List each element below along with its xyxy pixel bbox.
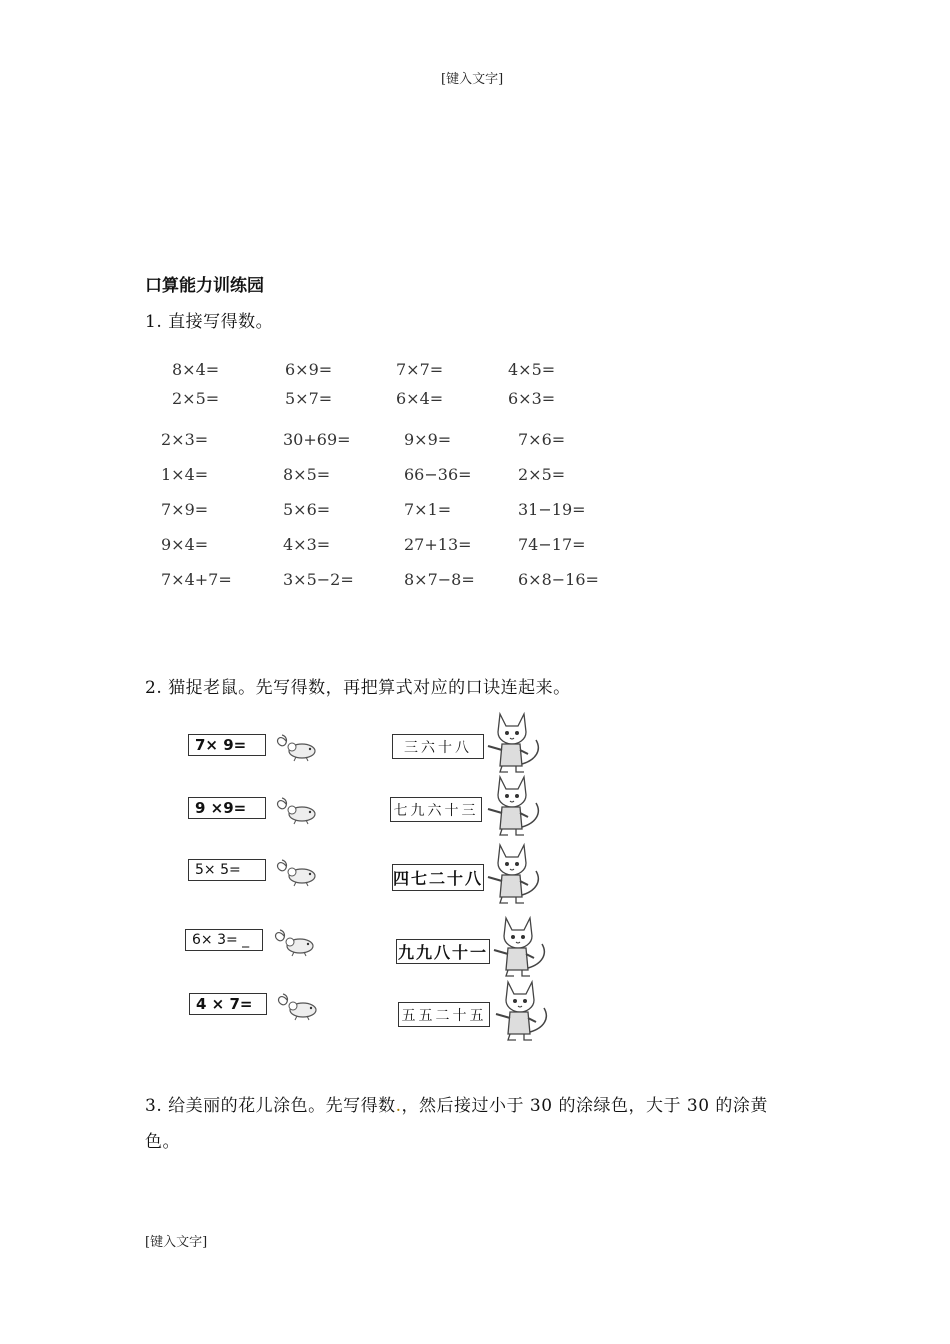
equation: 9×9= <box>404 430 452 449</box>
equation: 9×4= <box>161 535 209 554</box>
cat-icon <box>486 710 548 774</box>
question-1-title: 1. 直接写得数。 <box>145 312 274 332</box>
cat-rhyme-box: 五五二十五 <box>398 1002 490 1027</box>
equation: 2×5= <box>172 389 220 408</box>
equation: 7×9= <box>161 500 209 519</box>
cat-icon <box>486 841 548 905</box>
equation: 2×3= <box>161 430 209 449</box>
equation: 7×4+7= <box>161 570 232 589</box>
mouse-icon <box>270 922 316 958</box>
mouse-equation-box: 9 ×9= <box>188 797 266 819</box>
mouse-icon <box>272 790 318 826</box>
cat-rhyme-box: 三六十八 <box>392 734 484 759</box>
equation: 4×5= <box>508 360 556 379</box>
equation: 6×9= <box>285 360 333 379</box>
equation: 66−36= <box>404 465 472 484</box>
q2-title-part-a: 2. 猫捉 <box>145 678 204 698</box>
page-header: [键入文字] <box>441 72 504 87</box>
equation: 5×6= <box>283 500 331 519</box>
equation: 7×7= <box>396 360 444 379</box>
equation: 8×4= <box>172 360 220 379</box>
cat-rhyme-box: 七九六十三 <box>390 797 482 822</box>
cat-rhyme-box: 九九八十一 <box>396 939 490 964</box>
equation: 8×7−8= <box>404 570 475 589</box>
equation: 4×3= <box>283 535 331 554</box>
section-title: 口算能力训练园 <box>145 276 264 296</box>
cat-icon <box>492 914 554 978</box>
cat-icon <box>486 773 548 837</box>
equation: 7×6= <box>518 430 566 449</box>
equation: 3×5−2= <box>283 570 354 589</box>
equation: 5×7= <box>285 389 333 408</box>
cat-icon <box>494 978 556 1042</box>
mouse-icon <box>272 727 318 763</box>
mouse-equation-box: 7× 9= <box>188 734 266 756</box>
cat-rhyme-box: 四七二十八 <box>392 864 484 891</box>
mouse-icon <box>272 852 318 888</box>
equation: 74−17= <box>518 535 586 554</box>
equation: 7×1= <box>404 500 452 519</box>
mouse-icon <box>273 986 319 1022</box>
q3-mark: . <box>395 1096 402 1116</box>
q2-title-part-b: 老鼠。先写得数，再把算式对应的口诀连起来。 <box>203 678 571 698</box>
q3-text-a: 3. 给美丽的花儿涂色。先写得数 <box>145 1096 396 1116</box>
q3-text-b: ，然后接过小于 30 的涂绿色，大于 30 的涂黄 <box>401 1096 768 1116</box>
equation: 6×4= <box>396 389 444 408</box>
mouse-equation-box: 6× 3= _ <box>185 929 263 951</box>
page-footer: [键入文字] <box>145 1235 208 1250</box>
mouse-equation-box: 5× 5= <box>188 859 266 881</box>
equation: 1×4= <box>161 465 209 484</box>
equation: 6×8−16= <box>518 570 599 589</box>
mouse-equation-box: 4 × 7= <box>189 993 267 1015</box>
question-2-title <box>145 673 571 698</box>
equation: 27+13= <box>404 535 472 554</box>
equation: 31−19= <box>518 500 586 519</box>
equation: 6×3= <box>508 389 556 408</box>
equation: 30+69= <box>283 430 351 449</box>
question-3-line-2: 色。 <box>145 1132 180 1152</box>
question-3-line-1 <box>145 1091 768 1116</box>
equation: 8×5= <box>283 465 331 484</box>
equation: 2×5= <box>518 465 566 484</box>
